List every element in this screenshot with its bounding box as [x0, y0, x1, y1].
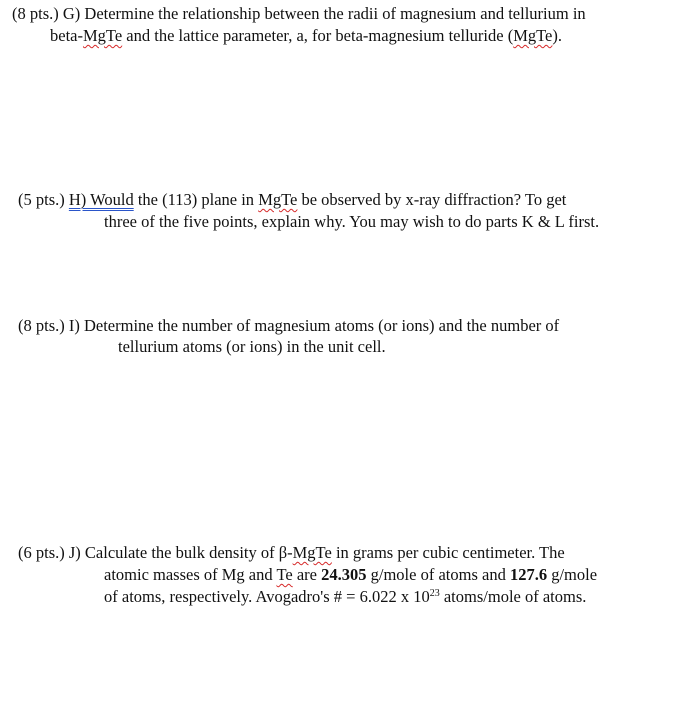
- question-g-line-1: [12, 4, 586, 24]
- question-j-text-2d: g/mole: [547, 565, 598, 584]
- question-i-text-2: tellurium atoms (or ions) in the unit cell.: [118, 337, 386, 356]
- question-j-text-3a: of atoms, respectively. Avogadro's # = 6.022 x 10: [104, 587, 430, 606]
- question-h-line-2: [104, 212, 599, 232]
- question-j-line-2: [104, 565, 597, 585]
- exponent: 23: [429, 588, 440, 599]
- te-atomic-mass: 127.6: [509, 565, 548, 584]
- question-g-line-2: [50, 26, 562, 46]
- question-j-line-3: [104, 587, 586, 607]
- question-g-text-2a: beta-: [50, 26, 83, 45]
- question-j-text-1a: (6 pts.) J) Calculate the bulk density of β-: [18, 543, 293, 562]
- question-g-text-2b: and the lattice parameter, a, for beta-magnesium telluride (: [122, 26, 514, 45]
- question-j-text-3b: atoms/mole of atoms.: [439, 587, 587, 606]
- question-h-text-1c: be observed by x-ray diffraction? To get: [297, 190, 567, 209]
- question-g-text-2c: ).: [552, 26, 562, 45]
- spellcheck-word: MgTe: [513, 26, 553, 45]
- question-i-line-2: [118, 337, 386, 357]
- question-h-text-1b: the (113) plane in: [133, 190, 259, 209]
- spellcheck-word: MgTe: [82, 26, 123, 45]
- question-h-text-2: three of the five points, explain why. You may wish to do parts K & L first.: [104, 212, 600, 231]
- question-j-text-2c: g/mole of atoms and: [366, 565, 510, 584]
- spellcheck-word: MgTe: [258, 190, 298, 209]
- question-j-text-2a: atomic masses of Mg and: [104, 565, 277, 584]
- question-j-text-2b: are: [292, 565, 322, 584]
- grammar-flag: H) Would: [68, 190, 134, 209]
- question-j-text-1b: in grams per cubic centimeter. The: [331, 543, 565, 562]
- question-h-line-1: [18, 190, 566, 210]
- spellcheck-word: MgTe: [292, 543, 332, 562]
- question-i-line-1: [18, 316, 559, 336]
- question-i-text-1: (8 pts.) I) Determine the number of magnesium atoms (or ions) and the number of: [18, 316, 560, 335]
- mg-atomic-mass: 24.305: [321, 565, 367, 584]
- question-j-line-1: [18, 543, 565, 563]
- question-h-text-1a: (5 pts.): [18, 190, 69, 209]
- spellcheck-word: Te: [276, 565, 293, 584]
- question-g-text-1: (8 pts.) G) Determine the relationship between the radii of magnesium and tellurium in: [12, 4, 586, 23]
